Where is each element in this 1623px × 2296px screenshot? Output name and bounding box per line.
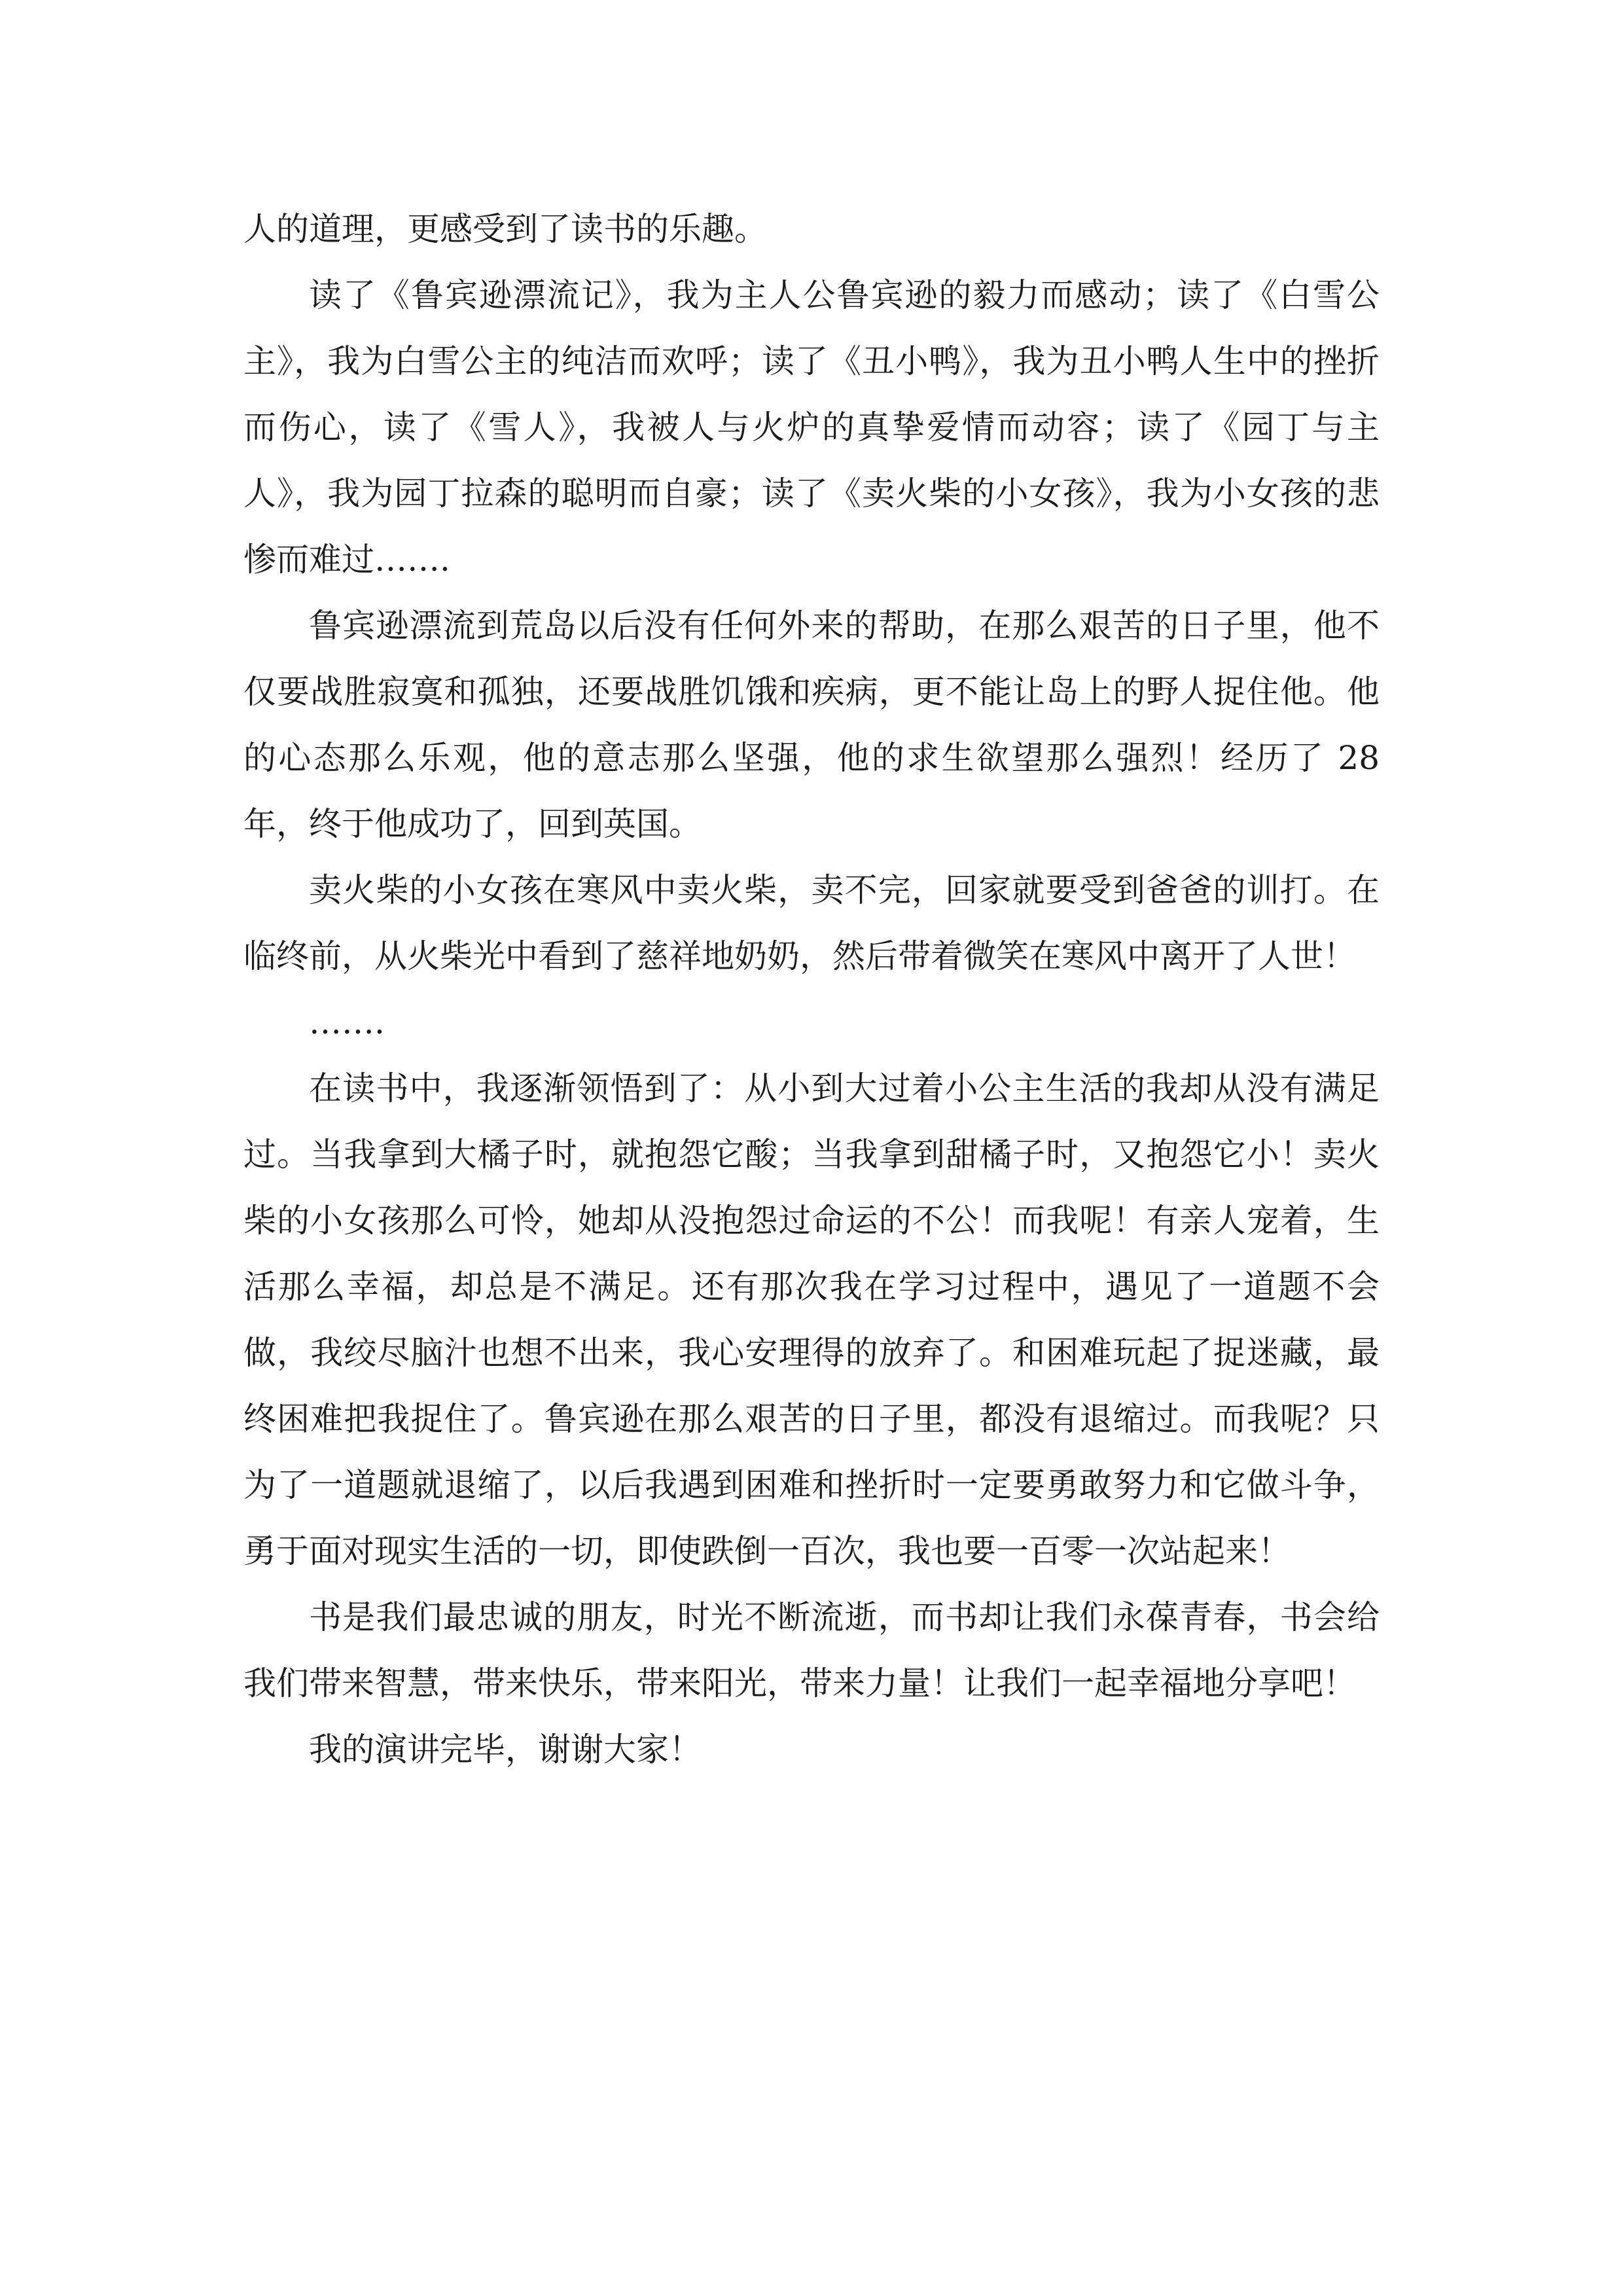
paragraph-ellipsis: ……. xyxy=(309,1003,385,1041)
paragraph-match-girl: 卖火柴的小女孩在寒风中卖火柴，卖不完，回家就要受到爸爸的训打。在临终前，从火柴光中看到了慈祥地奶奶，然后带着微笑在寒风中离开了人世！ xyxy=(243,871,1380,975)
paragraph-closing: 我的演讲完毕，谢谢大家！ xyxy=(309,1731,702,1768)
paragraph-reflection: 在读书中，我逐渐领悟到了：从小到大过着小公主生活的我却从没有满足过。当我拿到大橘子时，就抱怨它酸；当我拿到甜橘子时，又抱怨它小！卖火柴的小女孩那么可怜，她却从没抱怨过命运的不公！而我呢！有亲人宠着，生活那么幸福，却总是不满足。还有那次我在学习过程中，遇见了一道题不会做，我绞尽脑汁也想不出来，我心安理得的放弃了。和困难玩起了捉迷藏，最终困难把我捉住了。鲁宾逊在那么艰苦的日子里，都没有退缩过。而我呢？只为了一道题就退缩了，以后我遇到困难和挫折时一定要勇敢努力和它做斗争，勇于面对现实生活的一切，即使跌倒一百次，我也要一百零一次站起来！ xyxy=(243,1069,1380,1570)
paragraph-books-read: 读了《鲁宾逊漂流记》，我为主人公鲁宾逊的毅力而感动；读了《白雪公主》，我为白雪公主的纯洁而欢呼；读了《丑小鸭》，我为丑小鸭人生中的挫折而伤心，读了《雪人》，我被人与火炉的真挚爱情而动容；读了《园丁与主人》，我为园丁拉森的聪明而自豪；读了《卖火柴的小女孩》，我为小女孩的悲惨而难过……. xyxy=(243,276,1380,579)
paragraph-continuation: 人的道理，更感受到了读书的乐趣。 xyxy=(243,210,767,248)
speech-body xyxy=(243,196,1390,1783)
paragraph-books-friends: 书是我们最忠诚的朋友，时光不断流逝，而书却让我们永葆青春，书会给我们带来智慧，带来快乐，带来阳光，带来力量！让我们一起幸福地分享吧！ xyxy=(243,1598,1380,1702)
paragraph-robinson: 鲁宾逊漂流到荒岛以后没有任何外来的帮助，在那么艰苦的日子里，他不仅要战胜寂寞和孤独，还要战胜饥饿和疾病，更不能让岛上的野人捉住他。他的心态那么乐观，他的意志那么坚强，他的求生欲望那么强烈！经历了 28 年，终于他成功了，回到英国。 xyxy=(243,607,1390,843)
